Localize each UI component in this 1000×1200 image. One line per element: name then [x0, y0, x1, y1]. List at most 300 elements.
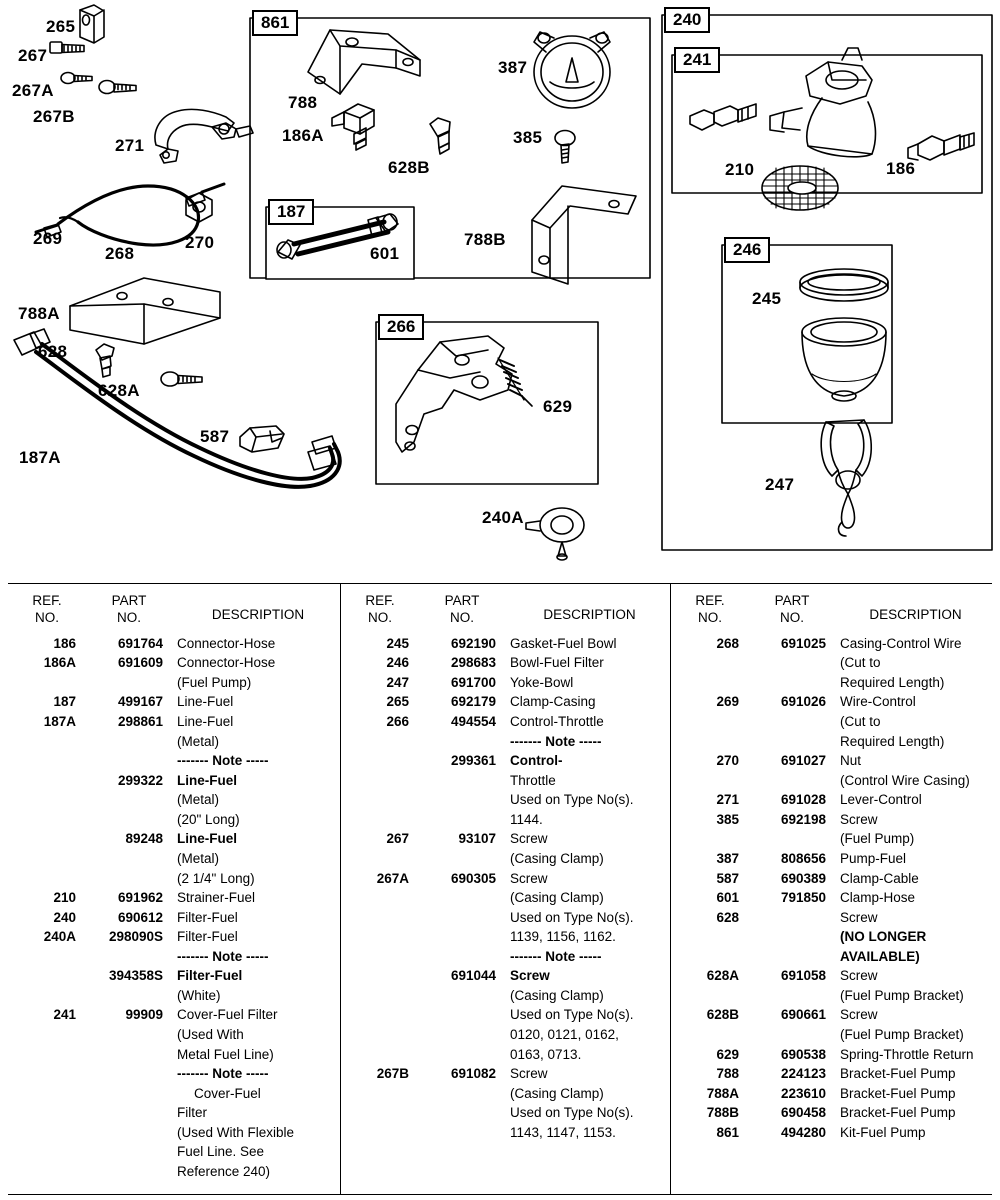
cell-ref-no: 241: [53, 1007, 76, 1023]
callout-186a: 186A: [282, 126, 324, 145]
table-row: [341, 692, 670, 712]
cell-ref-no: [341, 1005, 419, 1025]
table-row: [8, 1005, 340, 1025]
cell-ref-no: 247: [386, 674, 409, 690]
table-row: [341, 1005, 670, 1025]
cell-part-no: 394358S: [108, 968, 163, 984]
cell-part-no: 223610: [780, 1085, 826, 1101]
cell-ref-no: 601: [716, 890, 739, 906]
table-row: [671, 790, 992, 810]
cell-part-no: [749, 712, 835, 732]
cell-part-no: [419, 1025, 505, 1045]
cell-part-no: 690305: [450, 870, 496, 886]
cell-ref-no: [341, 1045, 419, 1065]
cell-ref-no: 186: [53, 635, 76, 651]
cell-part-no: [86, 947, 172, 967]
cell-part-no: 691058: [780, 968, 826, 984]
cell-ref-no: [8, 1025, 86, 1045]
table-row: [8, 1123, 340, 1143]
cell-part-no: [749, 732, 835, 752]
cell-ref-no: [341, 966, 419, 986]
table-row: [671, 1103, 992, 1123]
table-row: [341, 947, 670, 967]
callout-210: 210: [725, 160, 755, 179]
cell-description: ------- Note -----: [510, 948, 602, 964]
table-row: [8, 653, 340, 673]
table-row: [8, 732, 340, 752]
cell-ref-no: [8, 790, 86, 810]
header-ref-line1: REF.: [695, 593, 725, 608]
cell-ref-no: 628A: [706, 968, 739, 984]
cell-ref-no: [341, 888, 419, 908]
table-row: [341, 712, 670, 732]
cell-description: (Cut to: [840, 714, 881, 729]
table-row: [8, 947, 340, 967]
table-row: [8, 1064, 340, 1084]
cell-part-no: [419, 732, 505, 752]
table-row: [671, 947, 992, 967]
cell-description: Kit-Fuel Pump: [840, 1124, 926, 1140]
cell-description: Connector-Hose: [177, 655, 276, 671]
cell-part-no: 494554: [450, 714, 496, 729]
cell-ref-no: [8, 1103, 86, 1123]
cell-part-no: 692190: [450, 635, 496, 651]
cell-ref-no: 267B: [376, 1066, 409, 1082]
cell-part-no: [749, 986, 835, 1006]
table-row: [671, 966, 992, 986]
cell-ref-no: [671, 732, 749, 752]
cell-description: (Fuel Pump): [840, 831, 915, 847]
cell-ref-no: 788: [716, 1066, 739, 1082]
cell-ref-no: [8, 810, 86, 830]
cell-part-no: 298090S: [108, 929, 163, 945]
callout-788: 788: [288, 93, 318, 112]
cell-part-no: [419, 849, 505, 869]
column-header: [671, 593, 992, 634]
cell-part-no: 298683: [450, 655, 496, 671]
cell-description: Screw: [510, 831, 548, 847]
cell-ref-no: [8, 986, 86, 1006]
table-row: [671, 712, 992, 732]
cell-part-no: 691028: [780, 792, 826, 808]
callout-587: 587: [200, 427, 230, 446]
cell-ref-no: [671, 829, 749, 849]
callout-247: 247: [765, 475, 795, 494]
cell-description: (Cut to: [840, 655, 881, 671]
cell-ref-no: [8, 869, 86, 889]
cell-part-no: [86, 1064, 172, 1084]
cell-ref-no: [341, 1084, 419, 1104]
cell-ref-no: [8, 673, 86, 693]
cell-description: Line-Fuel: [177, 714, 234, 729]
cell-part-no: [419, 888, 505, 908]
cell-part-no: [86, 869, 172, 889]
cell-part-no: 791850: [780, 890, 826, 906]
cell-description: Lever-Control: [840, 792, 922, 808]
cell-part-no: [419, 1084, 505, 1104]
cell-description: (Used With: [177, 1027, 244, 1042]
cell-part-no: 691026: [780, 694, 826, 710]
cell-part-no: 691962: [117, 890, 163, 906]
cell-part-no: 808656: [780, 850, 826, 866]
cell-description: Reference 240): [177, 1163, 271, 1179]
table-row: [341, 966, 670, 986]
cell-description: Required Length): [840, 733, 945, 749]
header-ref-line2: NO.: [697, 609, 722, 625]
cell-part-no: 690538: [780, 1046, 826, 1062]
cell-part-no: [419, 1123, 505, 1143]
group-label-861: 861: [252, 10, 298, 36]
cell-description: (Casing Clamp): [510, 850, 604, 866]
cell-part-no: 691609: [117, 655, 163, 671]
cell-part-no: [749, 673, 835, 693]
cell-ref-no: 628: [716, 909, 739, 925]
cell-description: (Used With Flexible: [177, 1124, 295, 1140]
cell-description: (Casing Clamp): [510, 1085, 604, 1101]
cell-description: ------- Note -----: [177, 753, 269, 769]
cell-part-no: [86, 751, 172, 771]
table-row: [341, 732, 670, 752]
header-ref-line2: NO.: [367, 609, 392, 625]
header-description: DESCRIPTION: [211, 607, 305, 622]
cell-part-no: [86, 810, 172, 830]
cell-ref-no: [8, 1084, 86, 1104]
table-row: [8, 888, 340, 908]
cell-part-no: 690661: [780, 1007, 826, 1023]
table-row: [341, 1123, 670, 1143]
cell-description: ------- Note -----: [177, 1066, 269, 1082]
cell-ref-no: [341, 751, 419, 771]
table-row: [671, 771, 992, 791]
cell-description: (Casing Clamp): [510, 987, 604, 1003]
cell-description: Metal Fuel Line): [177, 1046, 274, 1062]
cell-description: Line-Fuel: [177, 772, 237, 788]
table-row: [341, 1025, 670, 1045]
cell-ref-no: [341, 1103, 419, 1123]
table-row: [671, 888, 992, 908]
table-row: [671, 1045, 992, 1065]
header-description: DESCRIPTION: [869, 607, 962, 622]
cell-ref-no: [341, 810, 419, 830]
table-row: [8, 712, 340, 732]
table-row: [341, 927, 670, 947]
table-row: [8, 829, 340, 849]
cell-ref-no: 186A: [43, 655, 76, 671]
cell-part-no: [749, 1025, 835, 1045]
cell-description: Clamp-Casing: [510, 694, 596, 710]
table-row: [671, 692, 992, 712]
cell-description: (Casing Clamp): [510, 890, 604, 906]
cell-ref-no: 240A: [43, 929, 76, 945]
table-row: [671, 1064, 992, 1084]
header-part-line2: NO.: [449, 609, 474, 625]
table-row: [671, 829, 992, 849]
table-row: [671, 751, 992, 771]
table-row: [341, 751, 670, 771]
table-row: [341, 888, 670, 908]
rows-col-3: [671, 634, 992, 1143]
cell-description: Screw: [510, 1066, 548, 1082]
table-row: [671, 869, 992, 889]
column-header: [8, 593, 340, 634]
cell-description: Cover-Fuel Filter: [177, 1007, 278, 1023]
header-part-line1: PART: [444, 593, 480, 608]
table-row: [341, 829, 670, 849]
cell-ref-no: [8, 732, 86, 752]
cell-part-no: [749, 927, 835, 947]
table-row: [671, 1084, 992, 1104]
cell-description: Screw: [840, 909, 878, 925]
cell-part-no: [749, 829, 835, 849]
table-row: [8, 673, 340, 693]
callout-267: 267: [18, 46, 48, 65]
cell-description: Yoke-Bowl: [510, 674, 574, 690]
callout-601: 601: [370, 244, 400, 263]
cell-description: Bracket-Fuel Pump: [840, 1066, 956, 1082]
cell-description: Spring-Throttle Return: [840, 1046, 974, 1062]
cell-ref-no: [671, 947, 749, 967]
table-row: [671, 634, 992, 654]
cell-description: Wire-Control: [840, 694, 916, 710]
table-row: [341, 869, 670, 889]
cell-ref-no: 187: [53, 694, 76, 710]
table-row: [671, 732, 992, 752]
cell-ref-no: [8, 1142, 86, 1162]
cell-part-no: 690612: [117, 909, 163, 925]
cell-description: (NO LONGER: [840, 929, 927, 945]
callout-788a: 788A: [18, 304, 60, 323]
cell-ref-no: 245: [386, 635, 409, 651]
table-row: [8, 927, 340, 947]
table-row: [341, 673, 670, 693]
cell-part-no: [749, 947, 835, 967]
callout-271: 271: [115, 136, 145, 155]
table-row: [671, 810, 992, 830]
table-row: [341, 908, 670, 928]
group-label-241: 241: [674, 47, 720, 73]
cell-description: Filter-Fuel: [177, 909, 238, 925]
cell-description: (Metal): [177, 792, 220, 808]
table-row: [341, 653, 670, 673]
callout-187a: 187A: [19, 448, 61, 467]
group-label-240: 240: [664, 7, 710, 33]
parts-table-column-2: [341, 584, 671, 1194]
cell-ref-no: 385: [716, 811, 739, 827]
cell-description: (2 1/4" Long): [177, 870, 255, 886]
cell-description: Line-Fuel: [177, 694, 234, 710]
header-part-line1: PART: [774, 593, 810, 608]
header-ref-line1: REF.: [365, 593, 395, 608]
cell-description: Pump-Fuel: [840, 850, 907, 866]
group-label-246: 246: [724, 237, 770, 263]
table-row: [671, 653, 992, 673]
cell-ref-no: [341, 1123, 419, 1143]
cell-ref-no: [341, 908, 419, 928]
cell-ref-no: [671, 986, 749, 1006]
table-row: [341, 771, 670, 791]
cell-ref-no: [671, 653, 749, 673]
cell-description: (20" Long): [177, 811, 240, 827]
cell-description: 0163, 0713.: [510, 1046, 582, 1062]
table-row: [671, 927, 992, 947]
cell-description: Gasket-Fuel Bowl: [510, 635, 617, 651]
cell-ref-no: [8, 1064, 86, 1084]
cell-ref-no: [8, 1162, 86, 1182]
cell-ref-no: 628B: [706, 1007, 739, 1023]
cell-description: Screw: [510, 968, 550, 984]
cell-part-no: 690458: [780, 1105, 826, 1121]
cell-description: 1139, 1156, 1162.: [510, 929, 616, 945]
cell-description: Used on Type No(s).: [510, 909, 634, 925]
cell-description: AVAILABLE): [840, 948, 920, 964]
callout-628: 628: [38, 342, 68, 361]
cell-description: Filter: [177, 1105, 207, 1121]
callout-628a: 628A: [98, 381, 140, 400]
cell-ref-no: 240: [53, 909, 76, 925]
cell-ref-no: [671, 927, 749, 947]
table-row: [671, 986, 992, 1006]
cell-description: Cover-Fuel: [194, 1085, 261, 1101]
parts-table: [8, 583, 992, 1195]
cell-description: Required Length): [840, 674, 945, 690]
cell-part-no: [86, 732, 172, 752]
cell-part-no: [419, 1005, 505, 1025]
cell-description: Used on Type No(s).: [510, 1007, 634, 1023]
cell-description: (Fuel Pump): [177, 674, 252, 690]
cell-part-no: [419, 986, 505, 1006]
cell-part-no: [419, 771, 505, 791]
cell-ref-no: 266: [386, 714, 409, 729]
cell-description: (Metal): [177, 850, 220, 866]
diagram-artwork: [0, 0, 1000, 570]
cell-ref-no: 268: [716, 635, 739, 651]
cell-description: Bracket-Fuel Pump: [840, 1085, 956, 1101]
table-row: [341, 1064, 670, 1084]
callout-788b: 788B: [464, 230, 506, 249]
cell-part-no: 93107: [458, 831, 496, 847]
cell-part-no: 691764: [117, 635, 163, 651]
cell-ref-no: [8, 849, 86, 869]
cell-part-no: [419, 947, 505, 967]
cell-description: Used on Type No(s).: [510, 1105, 634, 1121]
table-row: [8, 966, 340, 986]
cell-part-no: [86, 1025, 172, 1045]
cell-part-no: [749, 908, 835, 928]
cell-part-no: [86, 1123, 172, 1143]
cell-ref-no: [671, 712, 749, 732]
table-row: [341, 986, 670, 1006]
cell-description: ------- Note -----: [177, 948, 269, 964]
table-row: [8, 1142, 340, 1162]
cell-description: Control-Throttle: [510, 714, 604, 729]
cell-part-no: 224123: [780, 1066, 826, 1082]
cell-description: Fuel Line. See: [177, 1144, 265, 1160]
group-label-266: 266: [378, 314, 424, 340]
column-header: [341, 593, 670, 634]
cell-part-no: 299361: [450, 753, 496, 769]
table-row: [8, 908, 340, 928]
cell-description: Filter-Fuel: [177, 929, 238, 945]
cell-description: Screw: [840, 968, 878, 984]
table-row: [341, 790, 670, 810]
cell-description: Screw: [840, 811, 878, 827]
exploded-parts-diagram: [0, 0, 1000, 570]
cell-part-no: [86, 1084, 172, 1104]
cell-part-no: [86, 849, 172, 869]
table-row: [341, 810, 670, 830]
table-row: [671, 849, 992, 869]
cell-description: (Metal): [177, 733, 220, 749]
cell-ref-no: [341, 790, 419, 810]
parts-table-column-3: [671, 584, 992, 1194]
cell-part-no: [86, 790, 172, 810]
table-row: [671, 1123, 992, 1143]
callout-387: 387: [498, 58, 528, 77]
cell-description: Used on Type No(s).: [510, 792, 634, 808]
callout-628b: 628B: [388, 158, 430, 177]
cell-ref-no: 187A: [43, 714, 76, 729]
table-row: [671, 673, 992, 693]
callout-240a: 240A: [482, 508, 524, 527]
table-row: [671, 1005, 992, 1025]
cell-part-no: [86, 1103, 172, 1123]
table-row: [8, 790, 340, 810]
table-row: [341, 1103, 670, 1123]
cell-ref-no: 788B: [706, 1105, 739, 1121]
cell-description: ------- Note -----: [510, 733, 602, 749]
cell-ref-no: 270: [716, 753, 739, 769]
cell-ref-no: [8, 751, 86, 771]
cell-ref-no: 587: [716, 870, 739, 886]
cell-part-no: 692179: [450, 694, 496, 710]
cell-description: Screw: [840, 1007, 878, 1023]
header-part-line1: PART: [111, 593, 147, 608]
table-row: [8, 849, 340, 869]
parts-table-column-1: [8, 584, 341, 1194]
cell-description: (Control Wire Casing): [840, 772, 970, 788]
cell-description: (White): [177, 987, 221, 1003]
cell-ref-no: [341, 1025, 419, 1045]
cell-description: Screw: [510, 870, 548, 886]
cell-part-no: 692198: [780, 811, 826, 827]
cell-part-no: [419, 1045, 505, 1065]
cell-ref-no: [341, 986, 419, 1006]
cell-description: Bracket-Fuel Pump: [840, 1105, 956, 1121]
cell-ref-no: [8, 771, 86, 791]
cell-description: Strainer-Fuel: [177, 890, 256, 906]
cell-description: 0120, 0121, 0162,: [510, 1027, 619, 1042]
cell-part-no: 691044: [450, 968, 496, 984]
cell-description: Nut: [840, 753, 862, 769]
callout-265: 265: [46, 17, 76, 36]
cell-part-no: [419, 1103, 505, 1123]
cell-ref-no: [341, 771, 419, 791]
cell-part-no: [86, 673, 172, 693]
rows-col-2: [341, 634, 670, 1143]
cell-ref-no: [8, 966, 86, 986]
cell-ref-no: 629: [716, 1046, 739, 1062]
header-part-line2: NO.: [116, 609, 141, 625]
table-row: [341, 849, 670, 869]
rows-col-1: [8, 634, 340, 1182]
table-row: [341, 634, 670, 654]
cell-part-no: [86, 1045, 172, 1065]
cell-part-no: 691025: [780, 635, 826, 651]
cell-part-no: 691027: [780, 753, 826, 769]
callout-245: 245: [752, 289, 782, 308]
table-row: [8, 810, 340, 830]
table-row: [8, 634, 340, 654]
